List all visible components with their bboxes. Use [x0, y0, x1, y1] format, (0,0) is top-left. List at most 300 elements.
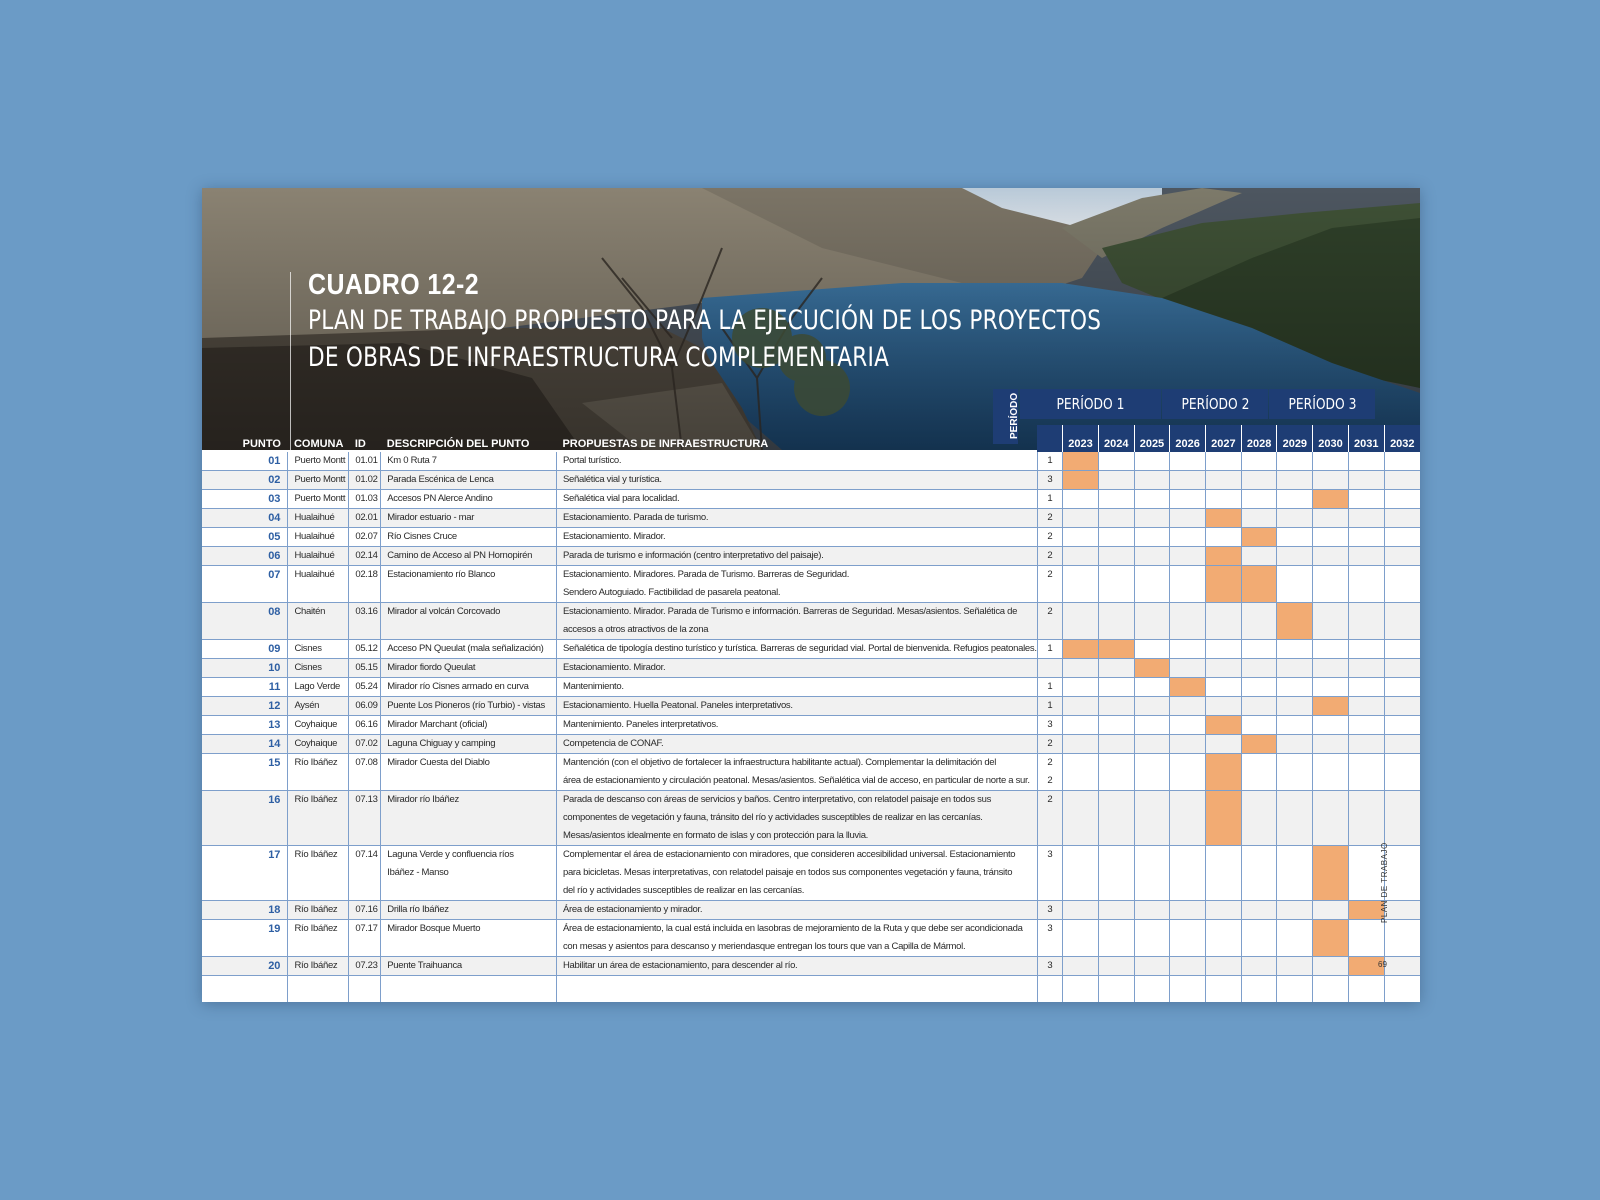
schedule-cell-2032 — [1384, 659, 1420, 678]
comuna-cell: Hualaihué — [288, 547, 349, 566]
schedule-cell-2031 — [1348, 547, 1384, 566]
schedule-cell-2024 — [1098, 452, 1134, 471]
id-cell: 07.02 — [349, 735, 381, 754]
schedule-bar-2023 — [1063, 452, 1099, 471]
comuna-cell: Río Ibáñez — [288, 791, 349, 846]
schedule-cell-2030 — [1313, 901, 1349, 920]
schedule-cell-2027 — [1206, 846, 1242, 901]
periodo-cell-line: 2 — [1047, 794, 1053, 805]
schedule-cell-2030 — [1313, 452, 1349, 471]
schedule-cell-2029 — [1277, 678, 1313, 697]
comuna-cell: Río Ibáñez — [288, 901, 349, 920]
schedule-bar-2027 — [1206, 547, 1242, 566]
descripcion-cell — [381, 697, 557, 716]
table-row — [202, 678, 1420, 697]
schedule-cell-2030 — [1313, 678, 1349, 697]
table-row — [202, 471, 1420, 490]
schedule-cell-2024 — [1098, 659, 1134, 678]
descripcion-cell — [381, 547, 557, 566]
schedule-cell-2026 — [1170, 901, 1206, 920]
descripcion-cell-line: Drilla río Ibáñez — [387, 904, 449, 915]
section-label: PLAN DE TRABAJO — [1380, 842, 1389, 923]
comuna-cell: Coyhaique — [288, 716, 349, 735]
schedule-cell-2032 — [1384, 957, 1420, 976]
schedule-cell-2024 — [1098, 603, 1134, 640]
schedule-cell-2026 — [1170, 566, 1206, 603]
propuestas-cell-line: Mantenimiento. — [562, 681, 624, 692]
year-header: 2025 — [1134, 425, 1170, 452]
empty-cell — [1348, 976, 1384, 1003]
id-cell: 05.24 — [349, 678, 381, 697]
propuestas-cell — [556, 678, 1037, 697]
table-row — [202, 920, 1420, 957]
year-header: 2024 — [1098, 425, 1134, 452]
schedule-bar-2028 — [1241, 735, 1277, 754]
schedule-cell-2027 — [1206, 957, 1242, 976]
periodo-cell — [1037, 471, 1062, 490]
schedule-cell-2031 — [1348, 528, 1384, 547]
schedule-bar-2030 — [1313, 490, 1349, 509]
schedule-cell-2029 — [1277, 509, 1313, 528]
comuna-cell: Lago Verde — [288, 678, 349, 697]
periodo-cell — [1037, 528, 1062, 547]
schedule-cell-2026 — [1170, 716, 1206, 735]
comuna-cell: Hualaihué — [288, 509, 349, 528]
descripcion-cell-line: Puente Los Pioneros (río Turbio) - vistas — [387, 700, 545, 711]
schedule-cell-2032 — [1384, 640, 1420, 659]
schedule-cell-2025 — [1134, 640, 1170, 659]
propuestas-cell-line: Señalética vial para localidad. — [562, 493, 680, 504]
schedule-cell-2023 — [1063, 490, 1099, 509]
periodo-cell — [1037, 640, 1062, 659]
empty-cell — [1206, 976, 1242, 1003]
punto-number: 18 — [202, 901, 288, 920]
schedule-cell-2031 — [1348, 452, 1384, 471]
schedule-cell-2025 — [1134, 528, 1170, 547]
schedule-cell-2026 — [1170, 735, 1206, 754]
comuna-cell: Puerto Montt — [288, 452, 349, 471]
descripcion-cell — [381, 471, 557, 490]
schedule-cell-2025 — [1134, 716, 1170, 735]
schedule-cell-2032 — [1384, 697, 1420, 716]
descripcion-cell-line: Mirador Marchant (oficial) — [387, 719, 488, 730]
schedule-cell-2025 — [1134, 957, 1170, 976]
schedule-cell-2030 — [1313, 547, 1349, 566]
schedule-cell-2024 — [1098, 846, 1134, 901]
schedule-cell-2024 — [1098, 697, 1134, 716]
schedule-cell-2025 — [1134, 697, 1170, 716]
schedule-cell-2024 — [1098, 471, 1134, 490]
schedule-cell-2025 — [1134, 678, 1170, 697]
page-number: 69 — [1378, 960, 1387, 969]
schedule-cell-2029 — [1277, 659, 1313, 678]
table-row — [202, 754, 1420, 791]
schedule-cell-2026 — [1170, 547, 1206, 566]
schedule-cell-2030 — [1313, 735, 1349, 754]
schedule-cell-2030 — [1313, 754, 1349, 791]
schedule-bar-2025 — [1134, 659, 1170, 678]
periodo-cell — [1037, 846, 1062, 901]
schedule-cell-2031 — [1348, 791, 1384, 846]
periodo-cell — [1037, 509, 1062, 528]
punto-number: 08 — [202, 603, 288, 640]
propuestas-cell — [556, 716, 1037, 735]
schedule-cell-2025 — [1134, 547, 1170, 566]
schedule-cell-2029 — [1277, 471, 1313, 490]
schedule-cell-2026 — [1170, 490, 1206, 509]
schedule-cell-2029 — [1277, 528, 1313, 547]
propuestas-cell — [556, 920, 1037, 957]
schedule-cell-2029 — [1277, 754, 1313, 791]
schedule-cell-2031 — [1348, 716, 1384, 735]
schedule-cell-2028 — [1241, 791, 1277, 846]
schedule-cell-2029 — [1277, 716, 1313, 735]
schedule-cell-2031 — [1348, 678, 1384, 697]
schedule-bar-2030 — [1313, 697, 1349, 716]
schedule-cell-2024 — [1098, 547, 1134, 566]
schedule-cell-2031 — [1348, 846, 1384, 901]
propuestas-cell-line: Estacionamiento. Mirador. — [562, 531, 666, 542]
periodo-cell — [1037, 490, 1062, 509]
schedule-cell-2029 — [1277, 640, 1313, 659]
table-row — [202, 659, 1420, 678]
id-cell: 07.08 — [349, 754, 381, 791]
schedule-cell-2028 — [1241, 547, 1277, 566]
descripcion-cell — [381, 901, 557, 920]
schedule-cell-2027 — [1206, 920, 1242, 957]
descripcion-cell — [381, 791, 557, 846]
comuna-cell: Puerto Montt — [288, 471, 349, 490]
propuestas-cell — [556, 697, 1037, 716]
schedule-cell-2025 — [1134, 754, 1170, 791]
schedule-cell-2030 — [1313, 528, 1349, 547]
id-cell: 07.17 — [349, 920, 381, 957]
schedule-cell-2028 — [1241, 640, 1277, 659]
year-header: 2029 — [1277, 425, 1313, 452]
schedule-cell-2029 — [1277, 566, 1313, 603]
schedule-cell-2027 — [1206, 452, 1242, 471]
schedule-cell-2023 — [1063, 603, 1099, 640]
schedule-cell-2032 — [1384, 791, 1420, 846]
schedule-cell-2023 — [1063, 678, 1099, 697]
id-cell: 01.01 — [349, 452, 381, 471]
periodo-cell-line: 2 — [1047, 550, 1053, 561]
schedule-cell-2031 — [1348, 754, 1384, 791]
id-cell: 05.12 — [349, 640, 381, 659]
comuna-cell: Río Ibáñez — [288, 846, 349, 901]
empty-cell — [381, 976, 557, 1003]
schedule-cell-2027 — [1206, 735, 1242, 754]
schedule-cell-2024 — [1098, 528, 1134, 547]
comuna-cell: Aysén — [288, 697, 349, 716]
schedule-cell-2030 — [1313, 640, 1349, 659]
descripcion-cell — [381, 735, 557, 754]
descripcion-cell-line: Río Cisnes Cruce — [387, 531, 457, 542]
periodo-cell-line: 1 — [1047, 700, 1053, 711]
schedule-cell-2028 — [1241, 920, 1277, 957]
descripcion-cell — [381, 659, 557, 678]
descripcion-cell — [381, 920, 557, 957]
schedule-cell-2024 — [1098, 957, 1134, 976]
propuestas-cell-line: Área de estacionamiento y mirador. — [562, 904, 703, 915]
descripcion-cell — [381, 603, 557, 640]
descripcion-cell-line: Camino de Acceso al PN Hornopirén — [387, 550, 533, 561]
schedule-cell-2028 — [1241, 471, 1277, 490]
schedule-cell-2025 — [1134, 603, 1170, 640]
schedule-cell-2032 — [1384, 471, 1420, 490]
schedule-bar-2029 — [1277, 603, 1313, 640]
schedule-cell-2027 — [1206, 901, 1242, 920]
propuestas-cell — [556, 754, 1037, 791]
propuestas-cell-line: Estacionamiento. Huella Peatonal. Paneles interpretativos. — [562, 700, 793, 711]
schedule-cell-2024 — [1098, 735, 1134, 754]
periodo-cell — [1037, 791, 1062, 846]
descripcion-cell — [381, 509, 557, 528]
id-cell: 02.07 — [349, 528, 381, 547]
propuestas-cell-line: Mantención (con el objetivo de fortalecer la infraestructura habilitante actual). Complementar la delimitación del — [562, 757, 997, 768]
year-header: 2032 — [1384, 425, 1420, 452]
periodo-cell-line: 3 — [1047, 923, 1053, 934]
schedule-cell-2025 — [1134, 735, 1170, 754]
propuestas-cell — [556, 603, 1037, 640]
periodo-cell-line: 3 — [1047, 719, 1053, 730]
schedule-cell-2028 — [1241, 659, 1277, 678]
punto-number: 15 — [202, 754, 288, 791]
empty-cell — [1170, 976, 1206, 1003]
table-row — [202, 452, 1420, 471]
schedule-cell-2025 — [1134, 846, 1170, 901]
propuestas-cell — [556, 791, 1037, 846]
propuestas-cell — [556, 640, 1037, 659]
schedule-cell-2027 — [1206, 490, 1242, 509]
schedule-cell-2024 — [1098, 678, 1134, 697]
periodo-cell-line: 3 — [1047, 904, 1053, 915]
propuestas-cell — [556, 547, 1037, 566]
comuna-cell: Hualaihué — [288, 528, 349, 547]
schedule-cell-2031 — [1348, 659, 1384, 678]
empty-cell — [349, 976, 381, 1003]
propuestas-cell — [556, 735, 1037, 754]
punto-number: 03 — [202, 490, 288, 509]
schedule-cell-2026 — [1170, 791, 1206, 846]
schedule-cell-2030 — [1313, 659, 1349, 678]
periodo-header-label: PERÍODO — [1009, 392, 1020, 439]
schedule-cell-2031 — [1348, 920, 1384, 957]
punto-number: 13 — [202, 716, 288, 735]
schedule-cell-2025 — [1134, 791, 1170, 846]
schedule-cell-2032 — [1384, 754, 1420, 791]
schedule-cell-2031 — [1348, 640, 1384, 659]
propuestas-cell-line: Mesas/asientos idealmente en formato de islas y con protección para la lluvia. — [562, 830, 869, 841]
comuna-cell: Chaitén — [288, 603, 349, 640]
schedule-cell-2028 — [1241, 452, 1277, 471]
schedule-cell-2032 — [1384, 452, 1420, 471]
schedule-cell-2023 — [1063, 901, 1099, 920]
schedule-cell-2030 — [1313, 471, 1349, 490]
id-header: ID — [354, 438, 366, 450]
comuna-cell: Cisnes — [288, 659, 349, 678]
schedule-cell-2028 — [1241, 697, 1277, 716]
propuestas-cell-line: Estacionamiento. Mirador. Parada de Turismo e información. Barreras de Seguridad. Mesas/asientos. Señalética de — [562, 606, 1018, 617]
schedule-cell-2027 — [1206, 603, 1242, 640]
periodo-cell-line — [1038, 659, 1062, 677]
punto-header: PUNTO — [242, 438, 281, 450]
schedule-cell-2026 — [1170, 471, 1206, 490]
table-row — [202, 547, 1420, 566]
periodo-cell-line: 3 — [1047, 960, 1053, 971]
periodo-cell-line: 2 — [1047, 775, 1053, 786]
punto-number: 05 — [202, 528, 288, 547]
table-title-line-2: DE OBRAS DE INFRAESTRUCTURA COMPLEMENTARIA — [308, 342, 890, 373]
propuestas-cell-line: para bicicletas. Mesas interpretativas, con relatodel paisaje en todos sus componentes vegetación y fauna, tránsito — [562, 867, 1013, 878]
schedule-cell-2026 — [1170, 846, 1206, 901]
propuestas-cell-line: Estacionamiento. Mirador. — [562, 662, 666, 673]
schedule-cell-2027 — [1206, 471, 1242, 490]
id-cell: 05.15 — [349, 659, 381, 678]
comuna-cell: Cisnes — [288, 640, 349, 659]
schedule-cell-2028 — [1241, 846, 1277, 901]
schedule-cell-2030 — [1313, 957, 1349, 976]
propuestas-cell-line: Habilitar un área de estacionamiento, para descender al río. — [562, 960, 798, 971]
table-title-line-1: PLAN DE TRABAJO PROPUESTO PARA LA EJECUCIÓN DE LOS PROYECTOS — [308, 305, 1102, 336]
descripcion-cell — [381, 528, 557, 547]
schedule-cell-2023 — [1063, 659, 1099, 678]
punto-number: 20 — [202, 957, 288, 976]
schedule-cell-2024 — [1098, 920, 1134, 957]
punto-number: 17 — [202, 846, 288, 901]
descripcion-cell-line: Mirador río Ibáñez — [387, 794, 459, 805]
propuestas-cell — [556, 471, 1037, 490]
table-row — [202, 528, 1420, 547]
descripcion-cell-line: Acceso PN Queulat (mala señalización) — [387, 643, 544, 654]
schedule-cell-2024 — [1098, 509, 1134, 528]
propuestas-cell-line: Parada de descanso con áreas de servicios y baños. Centro interpretativo, con relatodel paisaje en todos sus — [562, 794, 992, 805]
table-row — [202, 697, 1420, 716]
schedule-cell-2032 — [1384, 490, 1420, 509]
comuna-cell: Puerto Montt — [288, 490, 349, 509]
id-cell: 02.01 — [349, 509, 381, 528]
schedule-cell-2023 — [1063, 716, 1099, 735]
document-page — [202, 188, 1420, 1002]
schedule-bar-2027 — [1206, 716, 1242, 735]
id-cell: 06.09 — [349, 697, 381, 716]
table-row — [202, 846, 1420, 901]
propuestas-cell-line: Estacionamiento. Miradores. Parada de Turismo. Barreras de Seguridad. — [562, 569, 850, 580]
schedule-cell-2023 — [1063, 846, 1099, 901]
schedule-cell-2031 — [1348, 490, 1384, 509]
descripcion-cell — [381, 678, 557, 697]
schedule-cell-2029 — [1277, 735, 1313, 754]
propuestas-cell — [556, 659, 1037, 678]
periodo-cell-line: 1 — [1047, 643, 1053, 654]
table-row — [202, 791, 1420, 846]
year-header: 2030 — [1313, 425, 1349, 452]
schedule-cell-2023 — [1063, 566, 1099, 603]
schedule-cell-2024 — [1098, 490, 1134, 509]
schedule-bar-2028 — [1241, 566, 1277, 603]
periodo-cell — [1037, 920, 1062, 957]
schedule-cell-2032 — [1384, 678, 1420, 697]
propuestas-cell — [556, 957, 1037, 976]
schedule-cell-2029 — [1277, 791, 1313, 846]
propuestas-cell — [556, 846, 1037, 901]
schedule-cell-2023 — [1063, 754, 1099, 791]
comuna-cell: Coyhaique — [288, 735, 349, 754]
schedule-bar-2024 — [1098, 640, 1134, 659]
descripcion-cell — [381, 957, 557, 976]
empty-cell — [1384, 976, 1420, 1003]
table-number: CUADRO 12-2 — [308, 269, 480, 301]
descripcion-cell-line: Parada Escénica de Lenca — [387, 474, 494, 485]
propuestas-cell-line: Competencia de CONAF. — [562, 738, 664, 749]
schedule-cell-2028 — [1241, 716, 1277, 735]
empty-cell — [1098, 976, 1134, 1003]
schedule-cell-2028 — [1241, 901, 1277, 920]
schedule-cell-2023 — [1063, 697, 1099, 716]
id-cell: 07.23 — [349, 957, 381, 976]
schedule-cell-2031 — [1348, 509, 1384, 528]
schedule-cell-2031 — [1348, 697, 1384, 716]
table-row — [202, 566, 1420, 603]
table-row — [202, 901, 1420, 920]
schedule-cell-2026 — [1170, 640, 1206, 659]
schedule-cell-2026 — [1170, 957, 1206, 976]
descripcion-cell — [381, 846, 557, 901]
schedule-cell-2028 — [1241, 603, 1277, 640]
schedule-bar-2023 — [1063, 471, 1099, 490]
table-row — [202, 957, 1420, 976]
punto-number: 16 — [202, 791, 288, 846]
propuestas-cell — [556, 509, 1037, 528]
punto-number: 02 — [202, 471, 288, 490]
propuestas-cell-line: Área de estacionamiento, la cual está incluida en lasobras de mejoramiento de la Ruta y que debe ser acondicionada — [562, 923, 1023, 934]
schedule-cell-2026 — [1170, 509, 1206, 528]
schedule-cell-2032 — [1384, 603, 1420, 640]
table-row — [202, 640, 1420, 659]
id-cell: 01.03 — [349, 490, 381, 509]
periodo-cell — [1037, 735, 1062, 754]
schedule-cell-2025 — [1134, 471, 1170, 490]
descripcion-cell-line: Estacionamiento río Blanco — [387, 569, 496, 580]
descripcion-cell-line: Laguna Chiguay y camping — [387, 738, 496, 749]
schedule-bar-2031 — [1348, 901, 1384, 920]
schedule-cell-2030 — [1313, 509, 1349, 528]
descripcion-cell — [381, 716, 557, 735]
empty-cell — [556, 976, 1037, 1003]
schedule-bar-2028 — [1241, 528, 1277, 547]
periodo-cell — [1037, 697, 1062, 716]
descripcion-cell — [381, 566, 557, 603]
propuestas-cell — [556, 452, 1037, 471]
periodo-cell-line: 2 — [1047, 531, 1053, 542]
periodo-cell — [1037, 659, 1062, 678]
empty-row — [202, 976, 1420, 1003]
schedule-cell-2026 — [1170, 659, 1206, 678]
periodo-cell-line: 2 — [1047, 569, 1053, 580]
propuestas-cell — [556, 528, 1037, 547]
propuestas-cell — [556, 490, 1037, 509]
periodo-cell-line: 2 — [1047, 757, 1053, 768]
punto-number: 07 — [202, 566, 288, 603]
propuestas-cell-line: accesos a otros atractivos de la zona — [562, 624, 709, 635]
id-cell: 02.14 — [349, 547, 381, 566]
periodo-cell — [1037, 901, 1062, 920]
period-1-header: PERÍODO 1 — [1020, 389, 1161, 419]
periodo-cell-line: 3 — [1047, 474, 1053, 485]
punto-number: 11 — [202, 678, 288, 697]
schedule-cell-2029 — [1277, 490, 1313, 509]
title-block — [308, 268, 1300, 376]
